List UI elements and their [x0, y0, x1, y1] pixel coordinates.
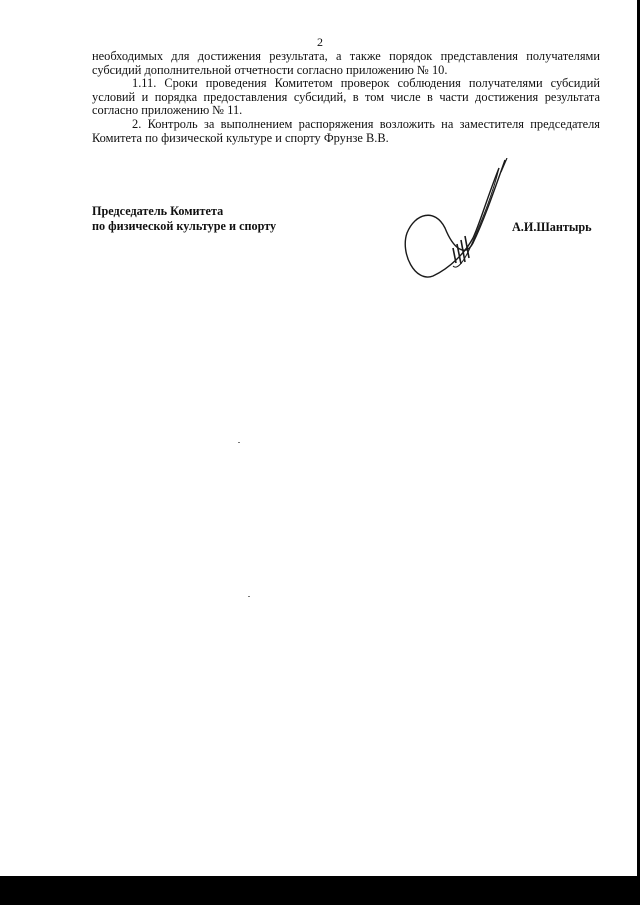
scan-bottom-border [0, 876, 640, 905]
signatory-title-line1: Председатель Комитета [92, 204, 224, 218]
handwritten-signature [395, 158, 525, 288]
paragraph-2: 2. Контроль за выполнением распоряжения возложить на заместителя председателя Комитета по физической культуре и спорту Фрунзе В.В. [92, 116, 600, 145]
signatory-name: А.И.Шантырь [512, 220, 592, 234]
paragraph-1-11: 1.11. Сроки проведения Комитетом проверок соблюдения получателями субсидий условий и порядка предоставления субсидий, в том числе в части достижения результата согласно приложению № 11. [92, 76, 600, 118]
signatory-title-line2: по физической культуре и спорту [92, 219, 277, 233]
paragraph-continuation: необходимых для достижения результата, а также порядок представления получателями субсидий дополнительной отчетности согласно приложению № 10. [92, 49, 600, 77]
signatory-title [92, 204, 276, 234]
scan-speck [238, 442, 240, 443]
page-number: 2 [317, 35, 323, 49]
body-text [92, 50, 600, 145]
scan-speck [248, 596, 250, 597]
